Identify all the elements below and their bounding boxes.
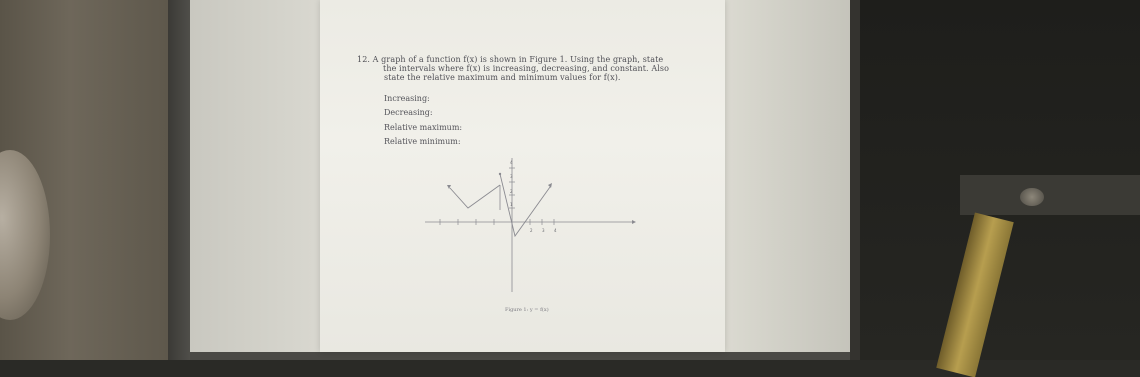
- function-graph: [420, 150, 640, 300]
- y-tick-label-4: 4: [510, 160, 513, 165]
- monitor-bottom-edge: [190, 352, 850, 360]
- relative-min-label: Relative minimum:: [384, 137, 461, 146]
- problem-line-1: 12. A graph of a function f(x) is shown in Figure 1. Using the graph, state: [357, 55, 664, 64]
- graph-peak-point: [499, 173, 501, 175]
- graph-right-segment: [500, 174, 550, 236]
- x-axis-arrow: [632, 220, 636, 224]
- monitor-right-edge: [850, 0, 860, 360]
- y-tick-label-2: 2: [510, 189, 513, 194]
- knob: [1020, 188, 1044, 206]
- y-tick-label-3: 3: [510, 174, 513, 179]
- problem-text: [357, 55, 717, 82]
- x-tick-label-3: 3: [542, 228, 545, 233]
- graph-left-segment: [450, 185, 500, 208]
- decreasing-label: Decreasing:: [384, 108, 433, 117]
- x-tick-label-4: 4: [554, 228, 557, 233]
- x-tick-label-2: 2: [530, 228, 533, 233]
- problem-line-2: the intervals where f(x) is increasing, decreasing, and constant. Also: [383, 64, 669, 73]
- relative-max-label: Relative maximum:: [384, 123, 463, 132]
- shelf: [960, 175, 1140, 215]
- y-tick-label-1: 1: [510, 202, 513, 207]
- increasing-label: Increasing:: [384, 94, 430, 103]
- problem-line-3: state the relative maximum and minimum values for f(x).: [384, 73, 621, 82]
- figure-caption: Figure 1: y = f(x): [505, 307, 549, 313]
